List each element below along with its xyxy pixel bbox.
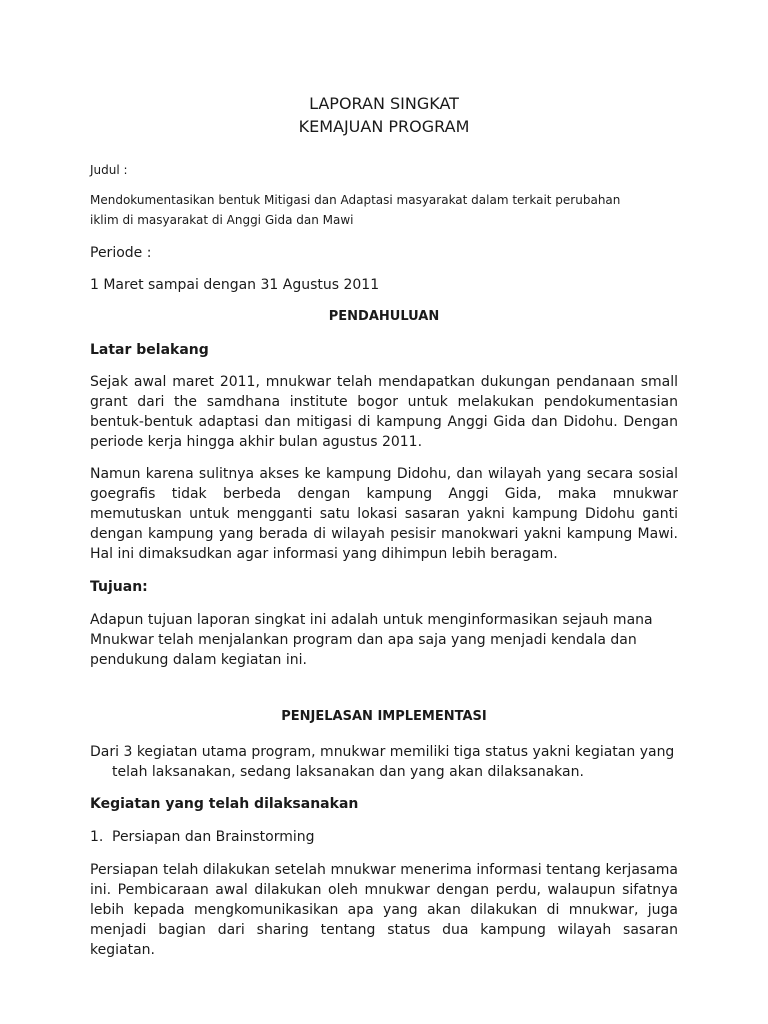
- heading-kegiatan-dilaksanakan: Kegiatan yang telah dilaksanakan: [90, 796, 359, 812]
- implementasi-line2: telah laksanakan, sedang laksanakan dan yang akan dilaksanakan.: [112, 764, 584, 780]
- implementasi-line1: Dari 3 kegiatan utama program, mnukwar memiliki tiga status yakni kegiatan yang: [90, 744, 675, 760]
- section-heading-pendahuluan: PENDAHULUAN: [328, 309, 440, 324]
- document-title-line2: KEMAJUAN PROGRAM: [298, 117, 470, 136]
- document-title-line1: LAPORAN SINGKAT: [309, 94, 459, 113]
- tujuan-line2: Mnukwar telah menjalankan program dan apa saja yang menjadi kendala dan: [90, 632, 637, 648]
- persiapan-paragraph: Persiapan telah dilakukan setelah mnukwar menerima informasi tentang kerjasama ini. Pembicaraan awal dilakukan oleh mnukwar dengan perdu, walaupun sifatnya lebih kepada mengkomunikasikan apa yang akan dilakukan di mnukwar, juga menjadi bagian dari sharing tentang status dua kampung wilayah sasaran kegiatan.: [90, 862, 678, 958]
- judul-text-line2: iklim di masyarakat di Anggi Gida dan Mawi: [90, 213, 354, 227]
- heading-latar-belakang: Latar belakang: [90, 342, 209, 358]
- tujuan-line3: pendukung dalam kegiatan ini.: [90, 652, 307, 668]
- judul-label: Judul :: [90, 163, 128, 177]
- tujuan-paragraph: [90, 610, 678, 670]
- periode-text: 1 Maret sampai dengan 31 Agustus 2011: [90, 277, 380, 293]
- list-item: [90, 827, 678, 847]
- heading-tujuan: Tujuan:: [90, 579, 148, 595]
- tujuan-line1: Adapun tujuan laporan singkat ini adalah untuk menginformasikan sejauh mana: [90, 612, 653, 628]
- judul-text: [90, 190, 678, 230]
- latar-paragraph-1: Sejak awal maret 2011, mnukwar telah mendapatkan dukungan pendanaan small grant dari the samdhana institute bogor untuk melakukan pendokumentasian bentuk-bentuk adaptasi dan mitigasi di kampung Anggi Gida dan Didohu. Dengan periode kerja hingga akhir bulan agustus 2011.: [90, 374, 678, 450]
- implementasi-paragraph: [90, 742, 678, 782]
- document-page: [90, 92, 678, 960]
- section-heading-implementasi: PENJELASAN IMPLEMENTASI: [281, 709, 487, 724]
- periode-label: Periode :: [90, 245, 152, 261]
- latar-paragraph-2: Namun karena sulitnya akses ke kampung Didohu, dan wilayah yang secara sosial goegrafis tidak berbeda dengan kampung Anggi Gida, maka mnukwar memutuskan untuk mengganti satu lokasi sasaran yakni kampung Didohu ganti dengan kampung yang berada di wilayah pesisir manokwari yakni kampung Mawi. Hal ini dimaksudkan agar informasi yang dihimpun lebih beragam.: [90, 466, 678, 562]
- judul-text-line1: Mendokumentasikan bentuk Mitigasi dan Adaptasi masyarakat dalam terkait perubahan: [90, 193, 621, 207]
- list-number: 1.: [90, 829, 104, 845]
- list-item-text: Persiapan dan Brainstorming: [112, 829, 315, 845]
